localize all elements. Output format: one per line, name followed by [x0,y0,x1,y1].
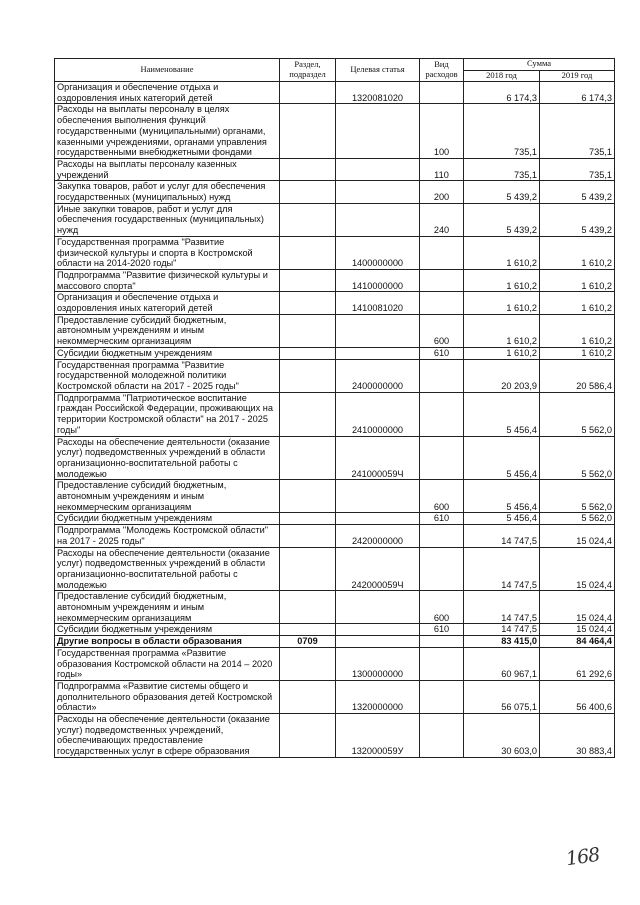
row-sum-2018: 1 610,2 [464,314,540,347]
row-target [336,203,420,236]
row-target [336,480,420,513]
row-section [280,347,336,359]
header-year-2019: 2019 год [540,70,615,82]
row-expense-type: 200 [420,181,464,203]
row-sum-2019: 15 024,4 [540,624,615,636]
row-expense-type [420,82,464,104]
row-sum-2019: 1 610,2 [540,292,615,314]
table-body [55,82,615,758]
row-section [280,513,336,525]
row-target [336,181,420,203]
row-name: Подпрограмма «Развитие системы общего и дополнительного образования детей Костромской области» [55,680,280,713]
table-row [55,647,615,680]
row-sum-2019: 56 400,6 [540,680,615,713]
row-sum-2018: 735,1 [464,104,540,159]
row-expense-type [420,636,464,648]
row-sum-2018: 56 075,1 [464,680,540,713]
row-sum-2019: 735,1 [540,158,615,180]
row-sum-2018: 60 967,1 [464,647,540,680]
table-row [55,269,615,291]
row-section [280,624,336,636]
row-section [280,480,336,513]
table-row [55,158,615,180]
row-section [280,392,336,436]
row-name: Государственная программа «Развитие образования Костромской области на 2014 – 2020 годы» [55,647,280,680]
table-row [55,525,615,547]
row-name: Расходы на обеспечение деятельности (оказание услуг) подведомственных учреждений, обеспечивающих предоставление государственных услуг в сфере образования [55,714,280,758]
row-target: 1320000000 [336,680,420,713]
row-name: Подпрограмма "Патриотическое воспитание граждан Российской Федерации, проживающих на территории Костромской области" на 2017 - 2025 годы" [55,392,280,436]
row-sum-2018: 14 747,5 [464,591,540,624]
row-section [280,680,336,713]
row-sum-2018: 20 203,9 [464,359,540,392]
row-target: 2420000000 [336,525,420,547]
row-section [280,158,336,180]
row-target [336,636,420,648]
row-section [280,82,336,104]
row-expense-type: 610 [420,347,464,359]
table-row [55,714,615,758]
table-row [55,680,615,713]
row-expense-type [420,547,464,591]
row-sum-2019: 735,1 [540,104,615,159]
row-sum-2018: 1 610,2 [464,347,540,359]
table-row [55,636,615,648]
row-target: 241000059Ч [336,436,420,480]
row-section [280,525,336,547]
header-target: Целевая статья [336,59,420,82]
row-target: 2400000000 [336,359,420,392]
row-name: Субсидии бюджетным учреждениям [55,347,280,359]
row-name: Организация и обеспечение отдыха и оздоровления иных категорий детей [55,292,280,314]
row-name: Иные закупки товаров, работ и услуг для обеспечения государственных (муниципальных) нужд [55,203,280,236]
row-target: 1410000000 [336,269,420,291]
row-target [336,513,420,525]
row-section [280,236,336,269]
row-name: Подпрограмма "Развитие физической культуры и массового спорта" [55,269,280,291]
row-sum-2019: 1 610,2 [540,347,615,359]
row-name: Предоставление субсидий бюджетным, автономным учреждениям и иным некоммерческим организациям [55,314,280,347]
row-sum-2019: 5 562,0 [540,513,615,525]
row-sum-2018: 30 603,0 [464,714,540,758]
row-name: Другие вопросы в области образования [55,636,280,648]
row-section [280,647,336,680]
row-expense-type: 600 [420,480,464,513]
row-sum-2019: 20 586,4 [540,359,615,392]
header-sum: Сумма [464,59,615,71]
row-section: 0709 [280,636,336,648]
header-row-1 [55,59,615,71]
row-expense-type: 600 [420,314,464,347]
row-name: Организация и обеспечение отдыха и оздоровления иных категорий детей [55,82,280,104]
table-row [55,480,615,513]
row-sum-2018: 735,1 [464,158,540,180]
row-expense-type: 600 [420,591,464,624]
table-row [55,203,615,236]
row-sum-2018: 5 456,4 [464,436,540,480]
row-sum-2018: 83 415,0 [464,636,540,648]
row-expense-type [420,525,464,547]
row-section [280,203,336,236]
row-sum-2019: 30 883,4 [540,714,615,758]
row-expense-type [420,436,464,480]
row-expense-type: 610 [420,513,464,525]
row-name: Закупка товаров, работ и услуг для обеспечения государственных (муниципальных) нужд [55,181,280,203]
row-section [280,314,336,347]
row-section [280,714,336,758]
table-row [55,436,615,480]
row-name: Субсидии бюджетным учреждениям [55,624,280,636]
row-sum-2018: 5 456,4 [464,480,540,513]
row-expense-type: 100 [420,104,464,159]
row-name: Предоставление субсидий бюджетным, автономным учреждениям и иным некоммерческим организациям [55,591,280,624]
row-section [280,269,336,291]
row-name: Расходы на выплаты персоналу казенных учреждений [55,158,280,180]
row-target [336,104,420,159]
row-sum-2019: 1 610,2 [540,269,615,291]
row-sum-2019: 5 562,0 [540,392,615,436]
row-expense-type [420,269,464,291]
row-sum-2019: 1 610,2 [540,314,615,347]
row-expense-type [420,292,464,314]
row-expense-type [420,647,464,680]
row-target: 1320081020 [336,82,420,104]
row-sum-2019: 15 024,4 [540,547,615,591]
row-sum-2018: 14 747,5 [464,525,540,547]
page-number: 168 [564,843,601,871]
row-sum-2019: 84 464,4 [540,636,615,648]
header-year-2018: 2018 год [464,70,540,82]
row-sum-2018: 5 439,2 [464,203,540,236]
row-target: 1410081020 [336,292,420,314]
row-sum-2019: 5 562,0 [540,436,615,480]
header-name: Наименование [55,59,280,82]
row-name: Государственная программа "Развитие государственной молодежной политики Костромской области на 2017 - 2025 годы" [55,359,280,392]
header-type: Вид расходов [420,59,464,82]
row-sum-2018: 5 439,2 [464,181,540,203]
row-sum-2018: 5 456,4 [464,513,540,525]
row-expense-type [420,392,464,436]
row-sum-2018: 5 456,4 [464,392,540,436]
table-row [55,292,615,314]
row-target: 1400000000 [336,236,420,269]
row-sum-2018: 1 610,2 [464,236,540,269]
budget-table [54,58,615,758]
row-expense-type [420,714,464,758]
table-row [55,236,615,269]
row-sum-2019: 61 292,6 [540,647,615,680]
table-row [55,359,615,392]
row-expense-type: 110 [420,158,464,180]
header-section: Раздел, подраздел [280,59,336,82]
row-sum-2019: 5 439,2 [540,203,615,236]
row-sum-2018: 1 610,2 [464,292,540,314]
row-section [280,547,336,591]
table-row [55,181,615,203]
row-name: Предоставление субсидий бюджетным, автономным учреждениям и иным некоммерческим организациям [55,480,280,513]
row-target [336,158,420,180]
table-row [55,392,615,436]
row-target: 242000059Ч [336,547,420,591]
row-sum-2019: 5 439,2 [540,181,615,203]
row-sum-2019: 6 174,3 [540,82,615,104]
row-expense-type: 240 [420,203,464,236]
row-sum-2019: 15 024,4 [540,591,615,624]
row-name: Субсидии бюджетным учреждениям [55,513,280,525]
row-expense-type [420,680,464,713]
row-name: Государственная программа "Развитие физической культуры и спорта в Костромской области на 2014-2020 годы" [55,236,280,269]
row-sum-2019: 1 610,2 [540,236,615,269]
table-row [55,513,615,525]
row-target [336,314,420,347]
row-target [336,347,420,359]
table-row [55,547,615,591]
table-row [55,104,615,159]
row-sum-2018: 14 747,5 [464,624,540,636]
row-target: 132000059У [336,714,420,758]
row-sum-2018: 1 610,2 [464,269,540,291]
row-section [280,104,336,159]
row-expense-type [420,236,464,269]
table-row [55,591,615,624]
row-target: 2410000000 [336,392,420,436]
row-target [336,591,420,624]
row-expense-type: 610 [420,624,464,636]
row-sum-2019: 15 024,4 [540,525,615,547]
row-sum-2019: 5 562,0 [540,480,615,513]
table-row [55,314,615,347]
row-sum-2018: 6 174,3 [464,82,540,104]
row-section [280,436,336,480]
row-name: Расходы на обеспечение деятельности (оказание услуг) подведомственных учреждений в области организационно-воспитательной работы с молодежью [55,436,280,480]
row-name: Расходы на обеспечение деятельности (оказание услуг) подведомственных учреждений в области организационно-воспитательной работы с молодежью [55,547,280,591]
row-section [280,359,336,392]
row-name: Подпрограмма "Молодежь Костромской области" на 2017 - 2025 годы" [55,525,280,547]
row-section [280,181,336,203]
table-row [55,82,615,104]
row-sum-2018: 14 747,5 [464,547,540,591]
row-target [336,624,420,636]
table-row [55,624,615,636]
row-section [280,292,336,314]
row-target: 1300000000 [336,647,420,680]
row-expense-type [420,359,464,392]
row-name: Расходы на выплаты персоналу в целях обеспечения выполнения функций государственными (муниципальными) органами, казенными учреждениями, органами управления государственными внебюджетными фондами [55,104,280,159]
table-row [55,347,615,359]
row-section [280,591,336,624]
